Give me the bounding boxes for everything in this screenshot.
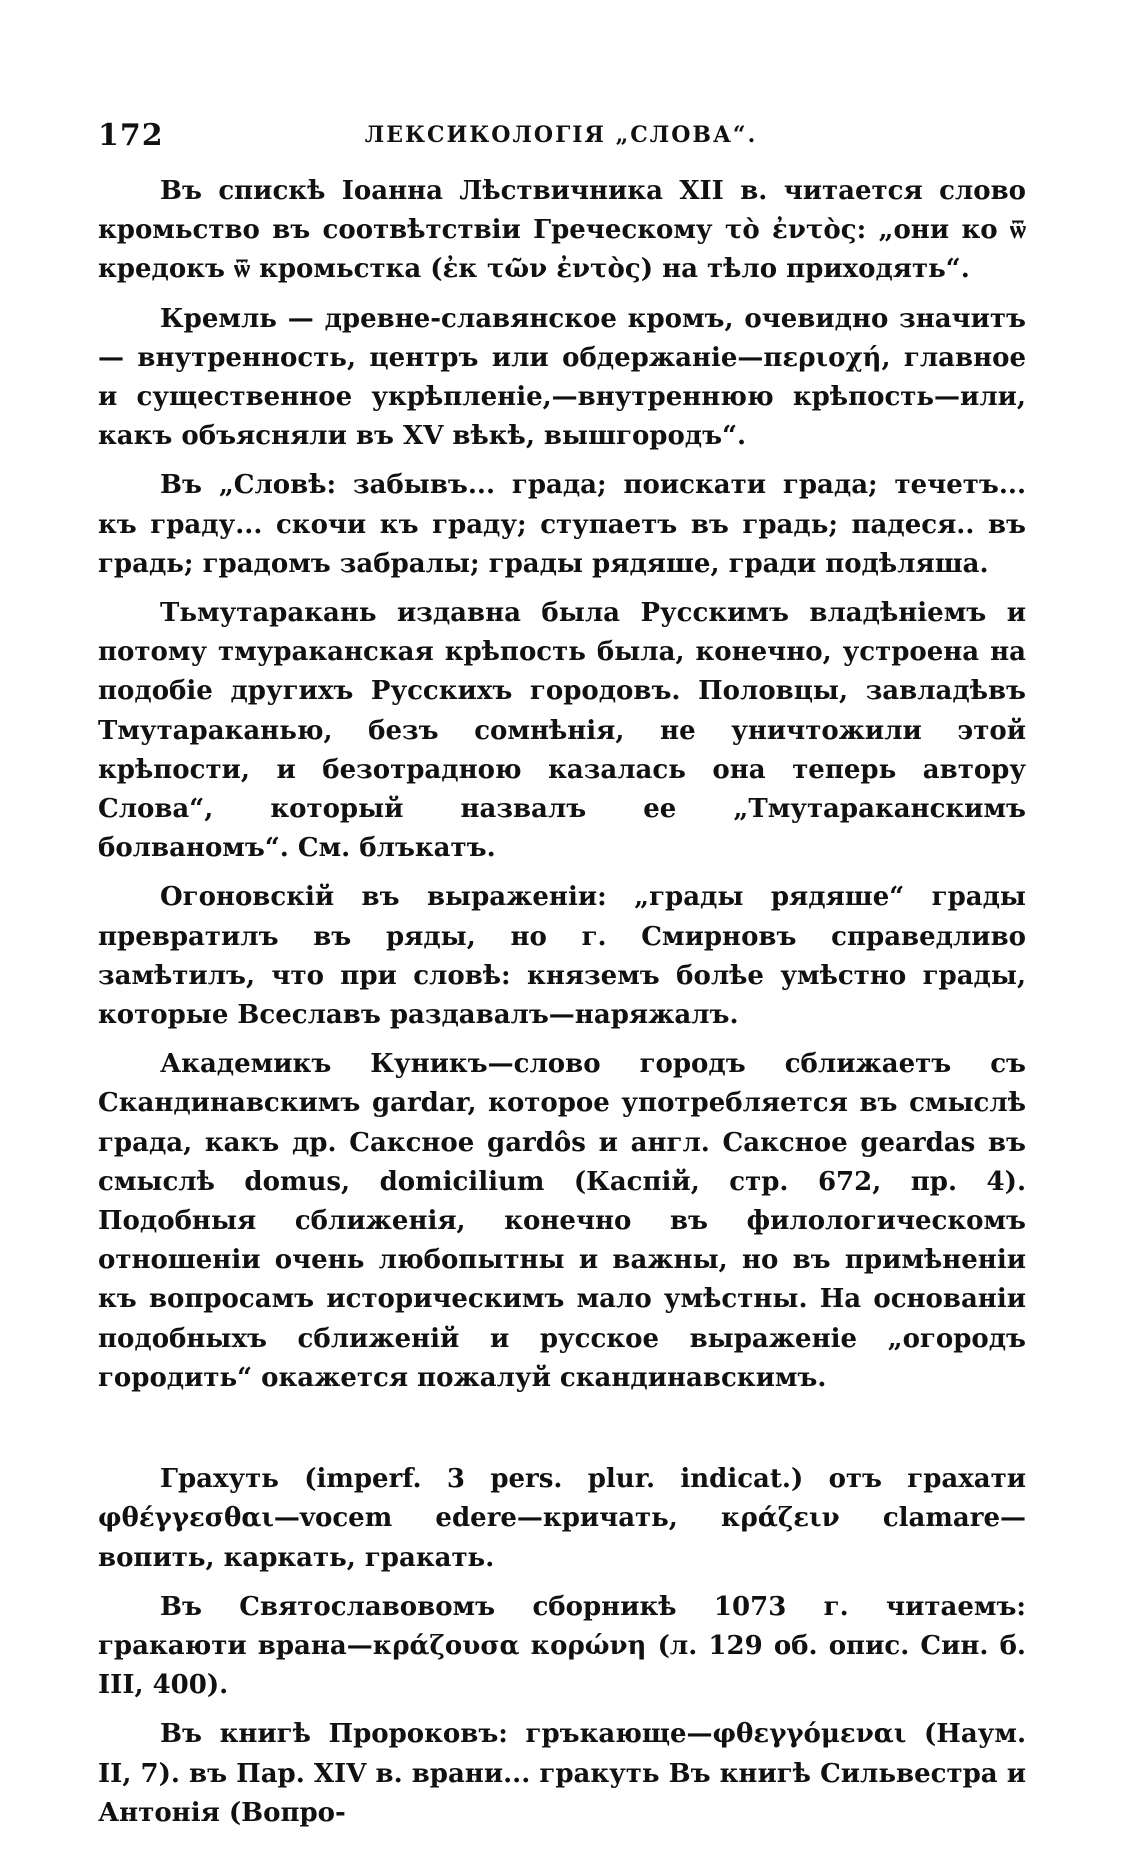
paragraph-2: Кремль — древне-славянское кромъ, очевидно значитъ — внутренность, центръ или обдержаніе—περιοχή, главное и существенное укрѣпленіе,—внутреннюю крѣпость—или, какъ объясняли въ XV вѣкѣ, вышгородъ“. xyxy=(98,303,1026,452)
paragraph-1: Въ спискѣ Іоанна Лѣствичника XII в. читается слово кромьство въ соотвѣтствіи Греческому τὸ ἐντὸς: „они ко ѿ кредокъ ѿ кромьстка (ἐκ τῶν ἐντὸς) на тѣло приходять“. xyxy=(98,176,1026,285)
paragraph-3: Въ „Словѣ: забывъ... града; поискати града; течетъ... къ граду... скочи къ граду; ступаетъ въ градь; падеся.. въ градь; градомъ забралы; грады рядяше, гради подѣляша. xyxy=(98,470,1026,579)
paragraph-8: Въ Святославовомъ сборникѣ 1073 г. читаемъ: гракаюти врана—κράζουσα κορώνη (л. 129 об. опис. Син. б. III, 400). xyxy=(98,1591,1026,1701)
paragraph-5: Огоновскій въ выраженіи: „грады рядяше“ грады превратилъ въ ряды, но г. Смирновъ справедливо замѣтилъ, что при словѣ: княземъ болѣе умѣстно грады, которые Всеславъ раздавалъ—наряжалъ. xyxy=(98,882,1026,1031)
page-body xyxy=(98,172,1026,1833)
paragraph-4: Тьмутаракань издавна была Русскимъ владѣніемъ и потому тмураканская крѣпость была, конечно, устроена на подобіе другихъ Русскихъ городовъ. Половцы, завладѣвъ Тмутараканью, безъ сомнѣнія, не уничтожили этой крѣпости, и безотрадною казалась она теперь автору Слова“, который назвалъ ее „Тмутараканскимъ болваномъ“. См. блъкатъ. xyxy=(98,598,1026,864)
running-title: ЛЕКСИКОЛОГІЯ „СЛОВА“. xyxy=(364,122,758,148)
paragraph-9: Въ книгѣ Пророковъ: гръкающе—φθεγγόμεναι (Наум. II, 7). въ Пар. XIV в. врани... гракуть Въ книгѣ Сильвестра и Антонія (Вопро- xyxy=(98,1719,1026,1828)
paragraph-6: Академикъ Куникъ—слово городъ сближаетъ съ Скандинавскимъ gardar, которое употребляется въ смыслѣ града, какъ др. Саксное gardôs и англ. Саксное geardas въ смыслѣ domus, domicilium (Каспій, стр. 672, пр. 4). Подобныя сближенія, конечно въ филологическомъ отношеніи очень любопытны и важны, но въ примѣненіи къ вопросамъ историческимъ мало умѣстны. На основаніи подобныхъ сближеній и русское выраженіе „огородъ городить“ окажется пожалуй скандинавскимъ. xyxy=(98,1049,1026,1393)
page-header xyxy=(98,118,1024,158)
paragraph-7: Грахуть (imperf. 3 pers. plur. indicat.) отъ грахати φθέγγεσθαι—vocem edere—кричать, κράζειν clamare—вопить, каркать, гракать. xyxy=(98,1464,1026,1573)
page-number: 172 xyxy=(98,118,164,153)
